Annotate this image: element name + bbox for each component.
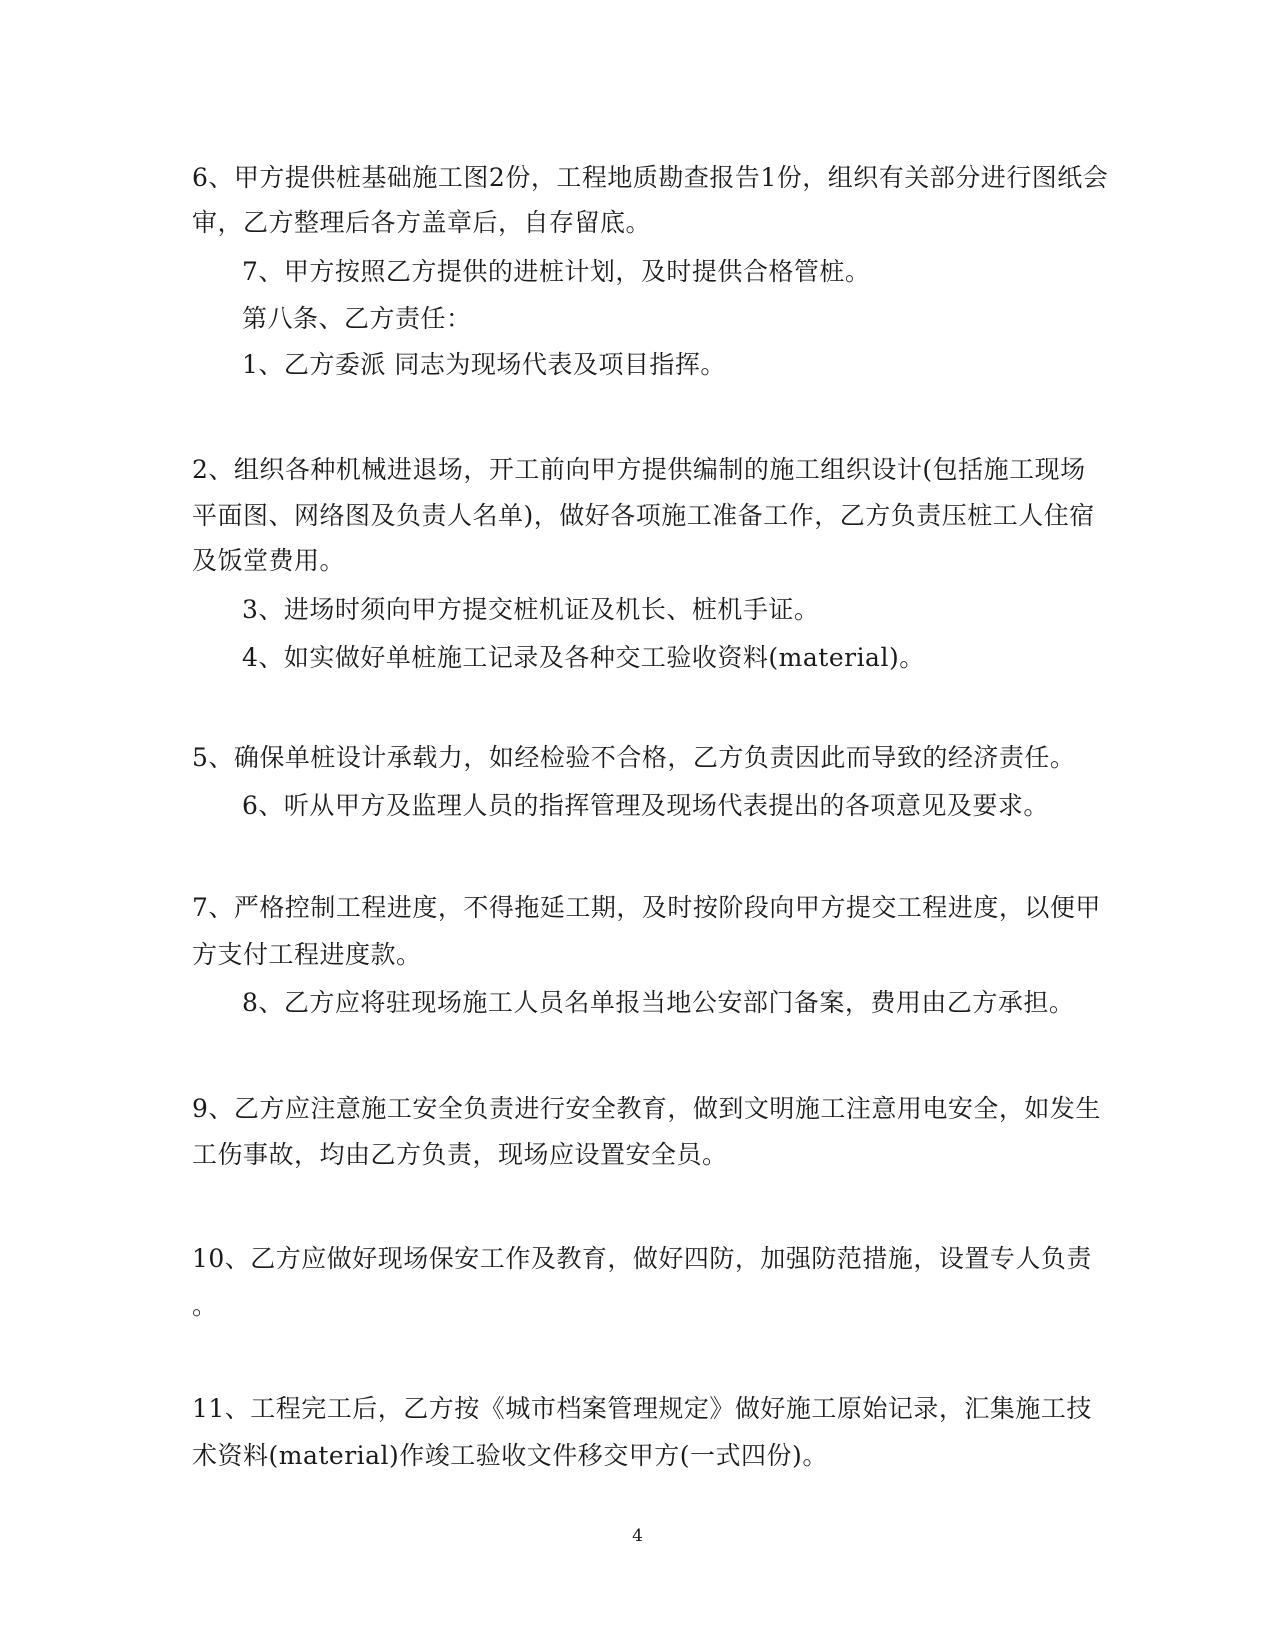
text-line: 7、严格控制工程进度，不得拖延工期，及时按阶段向甲方提交工程进度，以便甲 <box>192 893 1101 922</box>
text-line: 8、乙方应将驻现场施工人员名单报当地公安部门备案，费用由乙方承担。 <box>242 988 1075 1017</box>
text-line: 4、如实做好单桩施工记录及各种交工验收资料(material)。 <box>242 643 925 672</box>
section-heading: 第八条、乙方责任： <box>242 304 472 333</box>
text-line: 10、乙方应做好现场保安工作及教育，做好四防，加强防范措施，设置专人负责 <box>192 1244 1092 1273</box>
text-line: 术资料(material)作竣工验收文件移交甲方(一式四份)。 <box>192 1441 828 1470</box>
text-line: 平面图、网络图及负责人名单)，做好各项施工准备工作，乙方负责压桩工人住宿 <box>192 501 1095 530</box>
page-number: 4 <box>632 1526 643 1546</box>
text-line: 方支付工程进度款。 <box>192 940 422 969</box>
text-line: 11、工程完工后，乙方按《城市档案管理规定》做好施工原始记录，汇集施工技 <box>192 1394 1092 1423</box>
text-line: 审，乙方整理后各方盖章后，自存留底。 <box>192 208 652 237</box>
text-line: 工伤事故，均由乙方负责，现场应设置安全员。 <box>192 1140 728 1169</box>
text-line: 2、组织各种机械进退场，开工前向甲方提供编制的施工组织设计(包括施工现场 <box>192 455 1086 484</box>
text-line: 3、进场时须向甲方提交桩机证及机长、桩机手证。 <box>242 595 820 624</box>
text-line: 1、乙方委派 同志为现场代表及项目指挥。 <box>242 350 726 379</box>
text-line: 6、听从甲方及监理人员的指挥管理及现场代表提出的各项意见及要求。 <box>242 791 1049 820</box>
text-line: 7、甲方按照乙方提供的进桩计划，及时提供合格管桩。 <box>242 257 871 286</box>
text-line: 6、甲方提供桩基础施工图2份，工程地质勘查报告1份，组织有关部分进行图纸会 <box>192 163 1109 192</box>
text-line: 5、确保单桩设计承载力，如经检验不合格，乙方负责因此而导致的经济责任。 <box>192 743 1076 772</box>
text-line: 9、乙方应注意施工安全负责进行安全教育，做到文明施工注意用电安全，如发生 <box>192 1094 1101 1123</box>
text-line: 。 <box>192 1291 218 1320</box>
text-line: 及饭堂费用。 <box>192 546 346 575</box>
